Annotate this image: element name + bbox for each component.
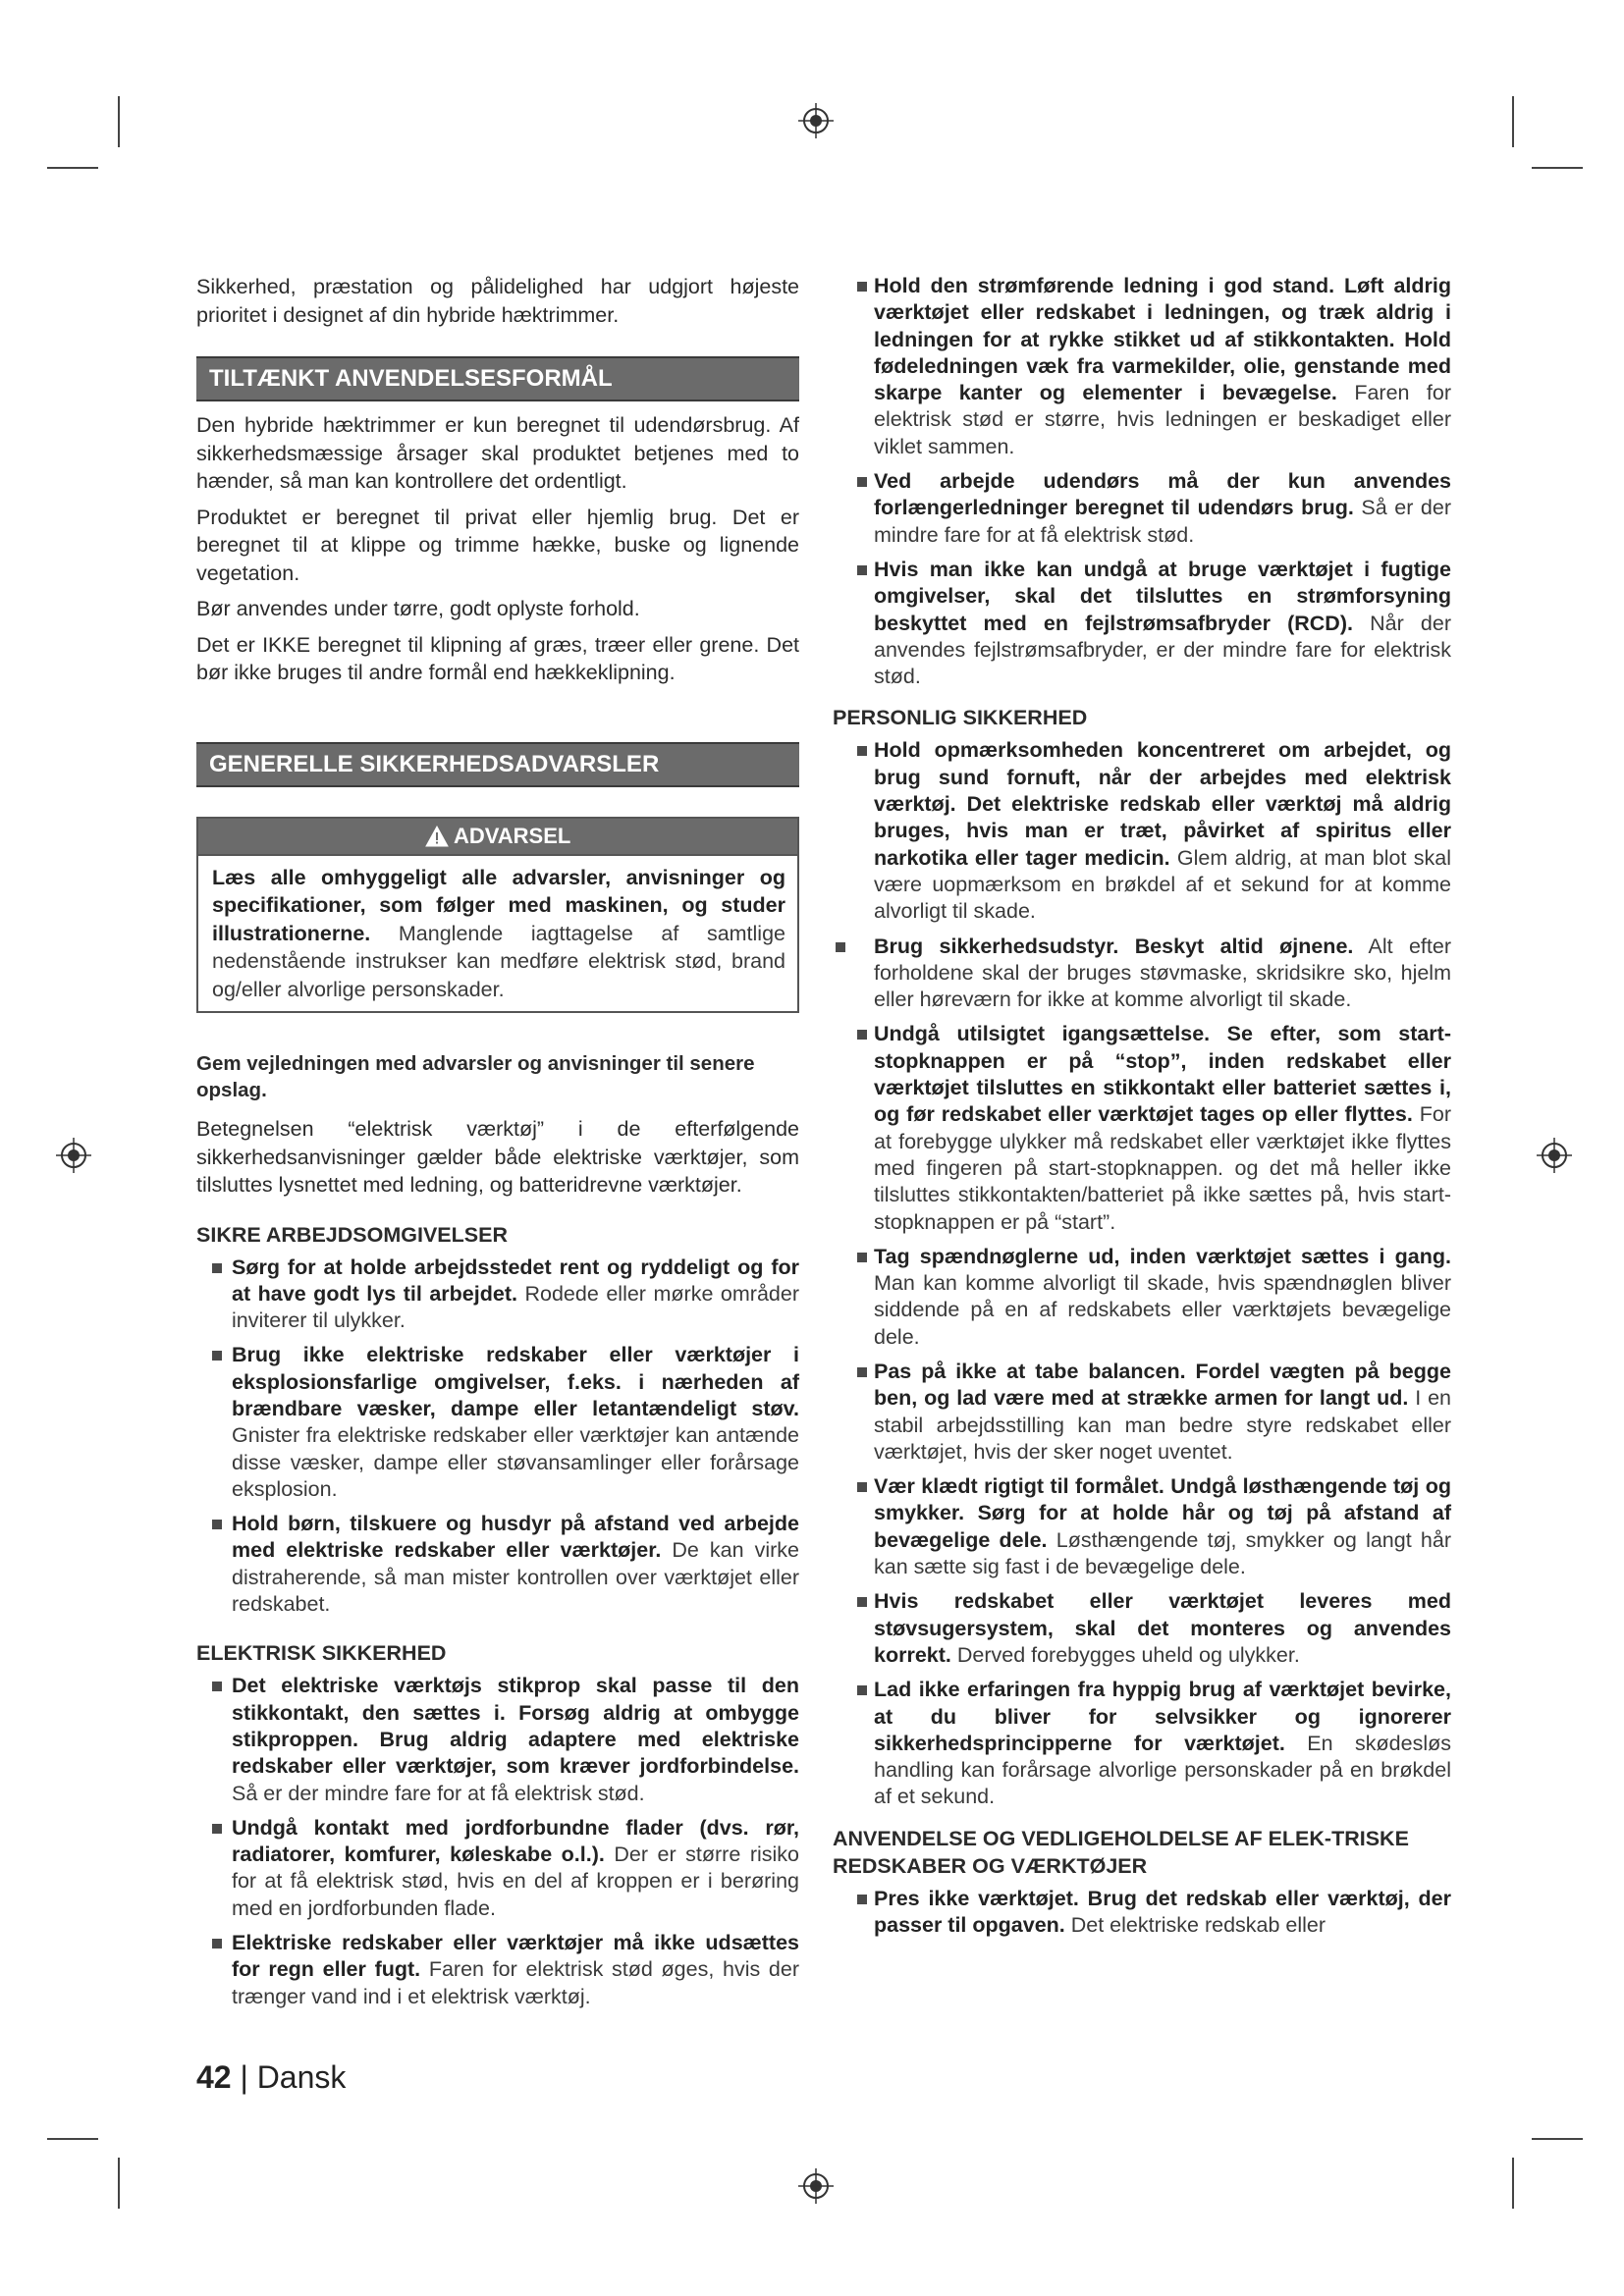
subsection-title-electrical: ELEKTRISK SIKKERHED — [196, 1641, 447, 1666]
page-footer — [196, 2059, 346, 2096]
personal-safety-list — [833, 737, 1451, 1810]
footer-language: Dansk — [256, 2059, 347, 2095]
list-item — [833, 1021, 1451, 1235]
item-bold-text: Hvis redskabet eller værktøjet leveres med støvsugersystem, skal det monteres og anvendes korrekt. — [874, 1589, 1451, 1667]
left-column — [196, 273, 799, 2018]
item-normal-text: Glem aldrig, at man blot skal være uopmærksom en brøkdel af et sekund for at komme alvorligt til skade. — [874, 845, 1451, 924]
tool-use-list — [833, 1886, 1451, 1940]
crop-mark — [118, 96, 120, 147]
item-bold-text: Hold børn, tilskuere og husdyr på afstand ved arbejde med elektriske redskaber eller værktøjer. — [232, 1512, 799, 1563]
list-item — [196, 1511, 799, 1618]
list-item — [833, 1473, 1451, 1580]
bullet-square-icon — [212, 1520, 222, 1529]
electrical-list — [196, 1673, 799, 2010]
bullet-square-icon — [212, 1682, 222, 1691]
work-area-list — [196, 1255, 799, 1619]
item-bold-text: Brug ikke elektriske redskaber eller værktøjer i eksplosionsfarlige omgivelser, f.eks. i nærheden af brændbare væsker, dampe eller letantændeligt støv. — [232, 1343, 799, 1420]
item-normal-text: En skødesløs handling kan forårsage alvorlige personskader på en brøkdel af et sekund. — [874, 1731, 1451, 1809]
right-column — [833, 273, 1451, 1947]
intro-paragraph: Sikkerhed, præstation og pålidelighed har udgjort højeste prioritet i designet af din hybride hæktrimmer. — [196, 275, 799, 327]
bullet-square-icon — [857, 746, 867, 756]
list-item — [196, 1930, 799, 2010]
body-paragraph: Den hybride hæktrimmer er kun beregnet til udendørsbrug. Af sikkerhedsmæssige årsager skal produktet betjenes med to hænder, så man kan kontrollere det ordentligt. — [196, 413, 799, 493]
warning-bold-text: Læs alle omhyggeligt alle advarsler, anvisninger og specifikationer, som følger med maskinen, og studer illustrationerne. — [212, 865, 785, 945]
bullet-square-icon — [857, 1895, 867, 1904]
list-item — [196, 1673, 799, 1806]
registration-mark-icon — [1536, 1137, 1573, 1174]
warning-label: ADVARSEL — [453, 823, 571, 848]
item-normal-text: For at forebygge ulykker må redskabet eller værktøjet ikke flyttes med fingeren på start-stopknappen. og det må heller ikke tilsluttes stikkontakten/batteriet på ikke sættes på, hvis start-stopknappen er på “start”. — [874, 1102, 1451, 1234]
item-normal-text: Gnister fra elektriske redskaber eller værktøjer kan antænde disse væsker, dampe eller støvansamlinger eller forårsage eksplosion. — [232, 1423, 799, 1501]
subsection-title-tool-use: ANVENDELSE OG VEDLIGEHOLDELSE AF ELEK-TRISKE REDSKABER OG VÆRKTØJER — [833, 1826, 1409, 1878]
crop-mark — [47, 167, 98, 169]
bullet-square-icon — [857, 1367, 867, 1377]
list-item — [196, 1342, 799, 1503]
item-normal-text: De kan virke distraherende, så man mister kontrollen over værktøjet eller redskabet. — [232, 1538, 800, 1617]
list-item — [833, 1244, 1451, 1351]
item-bold-text: Brug sikkerhedsudstyr. Beskyt altid øjnene. — [874, 934, 1354, 958]
crop-mark — [1532, 2138, 1583, 2140]
item-normal-text: Så er der mindre fare for at få elektrisk stød. — [232, 1781, 645, 1805]
item-bold-text: Det elektriske værktøjs stikprop skal passe til den stikkontakt, den sættes i. Forsøg aldrig at ombygge stikproppen. Brug aldrig adaptere med elektriske redskaber eller værktøjer, som kræver jordforbindelse. — [232, 1674, 799, 1779]
item-bold-text: Ved arbejde udendørs må der kun anvendes forlængerledninger beregnet til udendørs brug. — [874, 469, 1451, 520]
list-item — [833, 468, 1451, 549]
definition-paragraph: Betegnelsen “elektrisk værktøj” i de efterfølgende sikkerhedsanvisninger gælder både elektriske værktøjer, som tilsluttes lysnettet med ledning, og batteridrevne værktøjer. — [196, 1117, 799, 1197]
crop-mark — [1532, 167, 1583, 169]
crop-mark — [118, 2158, 120, 2209]
footer-separator: | — [240, 2059, 248, 2095]
warning-box — [196, 817, 799, 1014]
bullet-square-icon — [857, 1685, 867, 1695]
item-normal-text: Man kan komme alvorligt til skade, hvis spændnøglen bliver siddende på en af redskabets eller værktøjets bevægelige dele. — [874, 1271, 1451, 1349]
bullet-square-icon — [857, 1030, 867, 1040]
body-paragraph: Bør anvendes under tørre, godt oplyste forhold. — [196, 597, 640, 620]
item-normal-text: Rodede eller mørke områder inviterer til ulykker. — [232, 1281, 799, 1333]
bullet-square-icon — [857, 477, 867, 487]
list-item — [833, 1677, 1451, 1810]
item-bold-text: Elektriske redskaber eller værktøjer må ikke udsættes for regn eller fugt. — [232, 1931, 799, 1982]
list-item — [833, 273, 1451, 460]
list-item — [196, 1815, 799, 1922]
section-title-intended-use: TILTÆNKT ANVENDELSESFORMÅL — [196, 356, 799, 401]
electrical-continued-list — [833, 273, 1451, 690]
bullet-square-icon — [857, 565, 867, 575]
item-bold-text: Pres ikke værktøjet. Brug det redskab eller værktøj, der passer til opgaven. — [874, 1886, 1451, 1938]
subsection-title-work-area: SIKRE ARBEJDSOMGIVELSER — [196, 1222, 508, 1247]
registration-mark-icon — [797, 102, 835, 139]
bullet-square-icon — [857, 1597, 867, 1607]
bullet-square-icon — [836, 942, 845, 952]
item-bold-text: Undgå utilsigtet igangsættelse. Se efter, som start-stopknappen er på “stop”, inden redskabet eller værktøjet tilsluttes en stikkontakt eller batteriet sættes i, og før redskabet eller værktøjet tages op eller flyttes. — [874, 1022, 1451, 1127]
item-bold-text: Undgå kontakt med jordforbundne flader (dvs. rør, radiatorer, komfurer, køleskabe o.l.). — [232, 1815, 799, 1867]
warning-triangle-icon — [425, 826, 449, 847]
item-bold-text: Hold opmærksomheden koncentreret om arbejdet, og brug sund fornuft, når der arbejdes med elektrisk værktøj. Det elektriske redskab eller værktøj må aldrig bruges, hvis man er træt, påvirket af spiritus eller narkotika eller tager medicin. — [874, 738, 1451, 870]
warning-text — [198, 856, 797, 1012]
list-item — [833, 737, 1451, 925]
bullet-square-icon — [857, 282, 867, 292]
bullet-square-icon — [212, 1263, 222, 1273]
subsection-title-personal-safety: PERSONLIG SIKKERHED — [833, 706, 1088, 730]
item-bold-text: Tag spændnøglerne ud, inden værktøjet sættes i gang. — [874, 1244, 1451, 1268]
item-normal-text: I en stabil arbejdsstilling kan man bedre styre redskabet eller værktøjet, hvis der sker noget uventet. — [874, 1386, 1451, 1464]
item-bold-text: Lad ikke erfaringen fra hyppig brug af værktøjet bevirke, at du bliver for selvsikker og ignorerer sikkerhedsprincipperne for værktøjet. — [874, 1678, 1451, 1755]
item-normal-text: Løsthængende tøj, smykker og langt hår kan sætte sig fast i de bevægelige dele. — [874, 1527, 1451, 1579]
crop-mark — [47, 2138, 98, 2140]
list-item — [196, 1255, 799, 1335]
bullet-square-icon — [857, 1482, 867, 1492]
warning-header — [198, 819, 797, 856]
item-bold-text: Pas på ikke at tabe balancen. Fordel vægten på begge ben, og lad være med at strække armen for langt ud. — [874, 1359, 1451, 1411]
list-item — [833, 1886, 1451, 1940]
crop-mark — [1512, 2158, 1514, 2209]
item-normal-text: Derved forebygges uheld og ulykker. — [950, 1642, 1300, 1667]
list-item — [833, 1588, 1451, 1669]
save-instructions-note: Gem vejledningen med advarsler og anvisninger til senere opslag. — [196, 1052, 755, 1101]
registration-mark-icon — [55, 1137, 92, 1174]
section-title-general-safety: GENERELLE SIKKERHEDSADVARSLER — [196, 742, 799, 787]
list-item — [833, 557, 1451, 690]
item-normal-text: Når der anvendes fejlstrømsafbryder, er der mindre fare for elektrisk stød. — [874, 611, 1451, 689]
bullet-square-icon — [212, 1351, 222, 1361]
list-item — [833, 934, 1451, 1014]
item-normal-text: Det elektriske redskab eller — [1064, 1913, 1326, 1938]
body-paragraph: Produktet er beregnet til privat eller hjemlig brug. Det er beregnet til at klippe og trimme hække, buske og lignende vegetation. — [196, 505, 799, 585]
list-item — [833, 1359, 1451, 1466]
item-bold-text: Hold den strømførende ledning i god stand. Løft aldrig værktøjet eller redskabet i ledningen, og træk aldrig i ledningen for at rykke stikket ud af stikkontakten. Hold fødeledningen væk fra varmekilder, olie, genstande med skarpe kanter og elementer i bevægelse. — [874, 274, 1451, 405]
bullet-square-icon — [857, 1253, 867, 1262]
item-bold-text: Sørg for at holde arbejdsstedet rent og ryddeligt og for at have godt lys til arbejdet. — [232, 1255, 799, 1306]
bullet-square-icon — [212, 1939, 222, 1949]
item-normal-text: Alt efter forholdene skal der bruges støvmaske, skridsikre sko, hjelm eller høreværn for ikke at komme alvorligt til skade. — [874, 934, 1451, 1012]
warning-normal-text: Manglende iagttagelse af samtlige nedenstående instrukser kan medføre elektrisk stød, brand og/eller alvorlige personskader. — [212, 921, 785, 1001]
item-normal-text: Så er der mindre fare for at få elektrisk stød. — [874, 496, 1451, 547]
item-bold-text: Hvis man ikke kan undgå at bruge værktøjet i fugtige omgivelser, skal det tilsluttes en strømforsyning beskyttet med en fejlstrømsafbryder (RCD). — [874, 557, 1451, 635]
item-bold-text: Vær klædt rigtigt til formålet. Undgå løsthængende tøj og smykker. Sørg for at holde hår og tøj på afstand af bevægelige dele. — [874, 1474, 1451, 1552]
item-normal-text: Faren for elektrisk stød øges, hvis der trænger vand ind i et elektrisk værktøj. — [232, 1957, 799, 2008]
item-normal-text: Faren for elektrisk stød er større, hvis ledningen er beskadiget eller viklet sammen. — [874, 381, 1452, 458]
registration-mark-icon — [797, 2167, 835, 2205]
item-normal-text: Der er større risiko for at få elektrisk stød, hvis en del af kroppen er i berøring med en jordforbunden flade. — [232, 1842, 799, 1920]
crop-mark — [1512, 96, 1514, 147]
body-paragraph: Det er IKKE beregnet til klipning af græs, træer eller grene. Det bør ikke bruges til andre formål end hækkeklipning. — [196, 632, 799, 684]
page-number: 42 — [196, 2059, 232, 2095]
bullet-square-icon — [212, 1824, 222, 1834]
